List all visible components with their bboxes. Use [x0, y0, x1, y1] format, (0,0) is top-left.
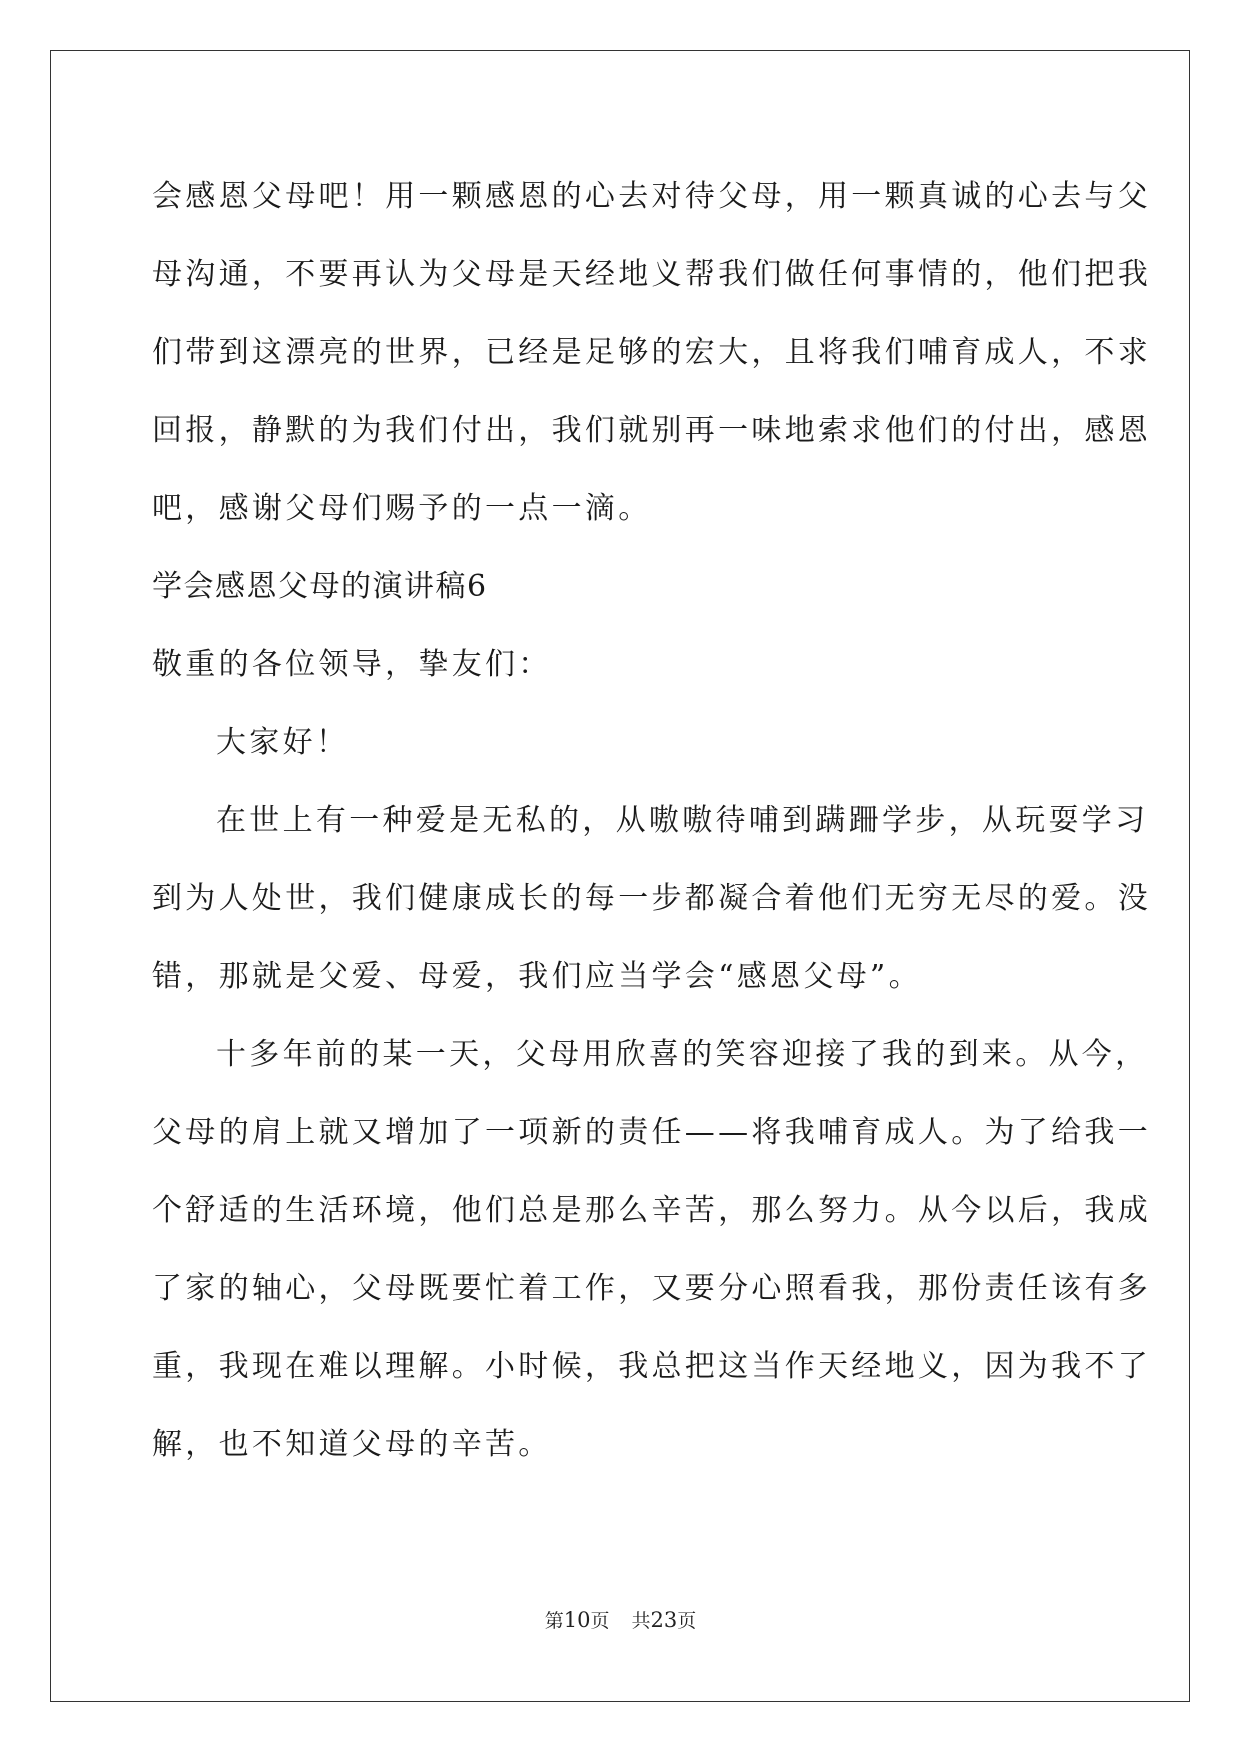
text-line-9: 在世上有一种爱是无私的，从嗷嗷待哺到蹒跚学步，从玩耍学习 — [216, 803, 1149, 838]
section-title: 学会感恩父母的演讲稿6 — [152, 569, 488, 604]
text-line-15: 了家的轴心，父母既要忙着工作，又要分心照看我，那份责任该有多 — [152, 1271, 1151, 1306]
text-line-5: 吧，感谢父母们赐予的一点一滴。 — [152, 491, 652, 526]
text-line-4: 回报，静默的为我们付出，我们就别再一味地索求他们的付出，感恩 — [152, 413, 1151, 448]
salutation: 敬重的各位领导，挚友们： — [152, 647, 552, 682]
page-number: 10 — [563, 1608, 591, 1632]
text-line-12: 十多年前的某一天，父母用欣喜的笑容迎接了我的到来。从今， — [216, 1037, 1149, 1072]
text-line-2: 母沟通，不要再认为父母是天经地义帮我们做任何事情的，他们把我 — [152, 257, 1151, 292]
text-line-17: 解，也不知道父母的辛苦。 — [152, 1427, 552, 1462]
page-prefix: 第 — [544, 1610, 564, 1632]
text-line-1: 会感恩父母吧！用一颗感恩的心去对待父母，用一颗真诚的心去与父 — [152, 179, 1151, 214]
total-pages: 23 — [650, 1608, 678, 1632]
document-body — [152, 158, 1151, 1484]
page-suffix: 页 — [590, 1610, 610, 1632]
text-line-3: 们带到这漂亮的世界，已经是足够的宏大，且将我们哺育成人，不求 — [152, 335, 1151, 370]
text-line-16: 重，我现在难以理解。小时候，我总把这当作天经地义，因为我不了 — [152, 1349, 1151, 1384]
total-prefix: 共 — [631, 1610, 651, 1632]
greeting: 大家好！ — [216, 725, 350, 760]
text-line-13: 父母的肩上就又增加了一项新的责任——将我哺育成人。为了给我一 — [152, 1115, 1151, 1150]
text-line-14: 个舒适的生活环境，他们总是那么辛苦，那么努力。从今以后，我成 — [152, 1193, 1151, 1228]
text-line-10: 到为人处世，我们健康成长的每一步都凝合着他们无穷无尽的爱。没 — [152, 881, 1151, 916]
total-suffix: 页 — [677, 1610, 697, 1632]
page-footer — [0, 1606, 1241, 1633]
text-line-11: 错，那就是父爱、母爱，我们应当学会“感恩父母”。 — [152, 959, 922, 994]
